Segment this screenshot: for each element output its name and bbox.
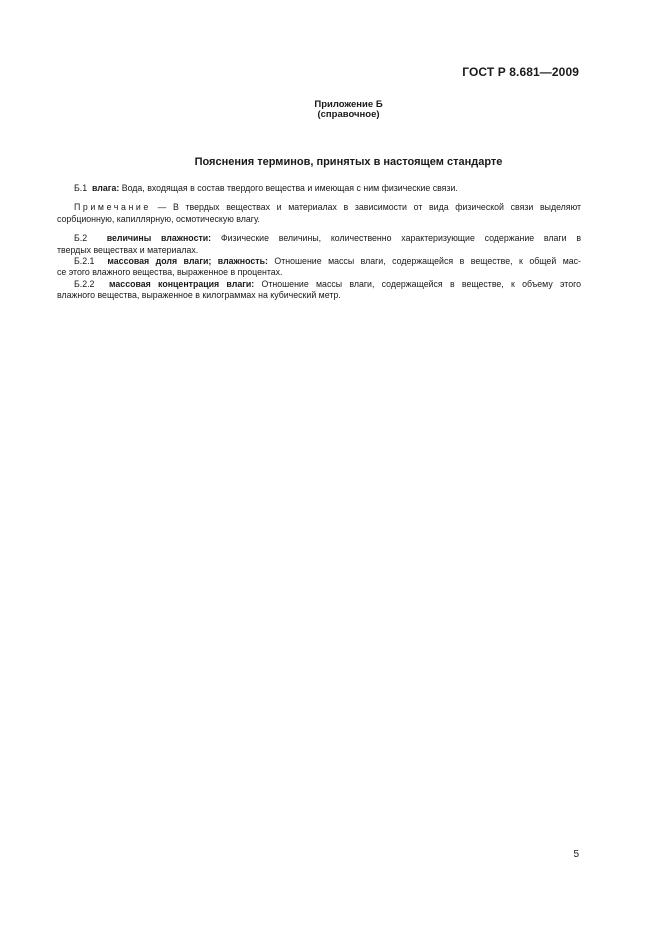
term-b22-line2: влажного вещества, выраженное в килограммах на кубический метр. — [57, 290, 341, 301]
section-title: Пояснения терминов, принятых в настоящем стандарте — [194, 156, 503, 168]
term-b21-line1: Отношение массы влаги, содержащейся в веществе, к общей мас- — [274, 256, 581, 267]
term-b1 — [74, 183, 581, 194]
term-b21-first-line — [74, 256, 581, 267]
note-first-line — [74, 202, 581, 213]
term-b2-first-line — [74, 233, 581, 244]
note-dash: — — [150, 202, 174, 213]
term-b1-number: Б.1 — [74, 183, 88, 193]
term-b21-line2: се этого влажного вещества, выраженное в процентах. — [57, 267, 283, 278]
term-b1-term: влага: — [92, 183, 120, 193]
term-b21-term: массовая доля влаги; влажность: — [107, 256, 268, 267]
note-line2: сорбционную, капиллярную, осмотическую влагу. — [57, 213, 260, 224]
annex-title: Приложение Б — [314, 99, 383, 110]
note-block — [57, 202, 582, 225]
note-line1: В твердых веществах и материалах в зависимости от вида физической связи выделяют — [173, 202, 582, 213]
annex-heading — [18, 100, 661, 120]
term-b2-term: величины влажности: — [106, 233, 212, 244]
document-body — [57, 183, 582, 302]
term-b22-line1: Отношение массы влаги, содержащейся в веществе, к объему этого — [261, 278, 582, 289]
term-b21 — [57, 256, 581, 279]
term-b22-first-line — [74, 279, 581, 290]
term-b2-line1: Физические величины, количественно характеризующие содержание влаги в — [220, 233, 582, 244]
term-b22-number: Б.2.2 — [74, 278, 95, 289]
term-b2-line2: твердых веществах и материалах. — [57, 244, 199, 255]
document-code: ГОСТ Р 8.681—2009 — [462, 65, 579, 79]
term-b22 — [57, 278, 582, 302]
page-number: 5 — [573, 849, 579, 860]
term-b2 — [57, 233, 582, 256]
annex-kind: (справочное) — [317, 109, 380, 120]
note-label: Примечание — [74, 202, 151, 213]
term-b1-definition: Вода, входящая в состав твердого вещества и имеющая с ним физические связи. — [121, 183, 458, 193]
term-b2-number: Б.2 — [74, 233, 88, 244]
term-b22-term: массовая концентрация влаги: — [109, 278, 255, 289]
term-b21-number: Б.2.1 — [74, 256, 95, 267]
